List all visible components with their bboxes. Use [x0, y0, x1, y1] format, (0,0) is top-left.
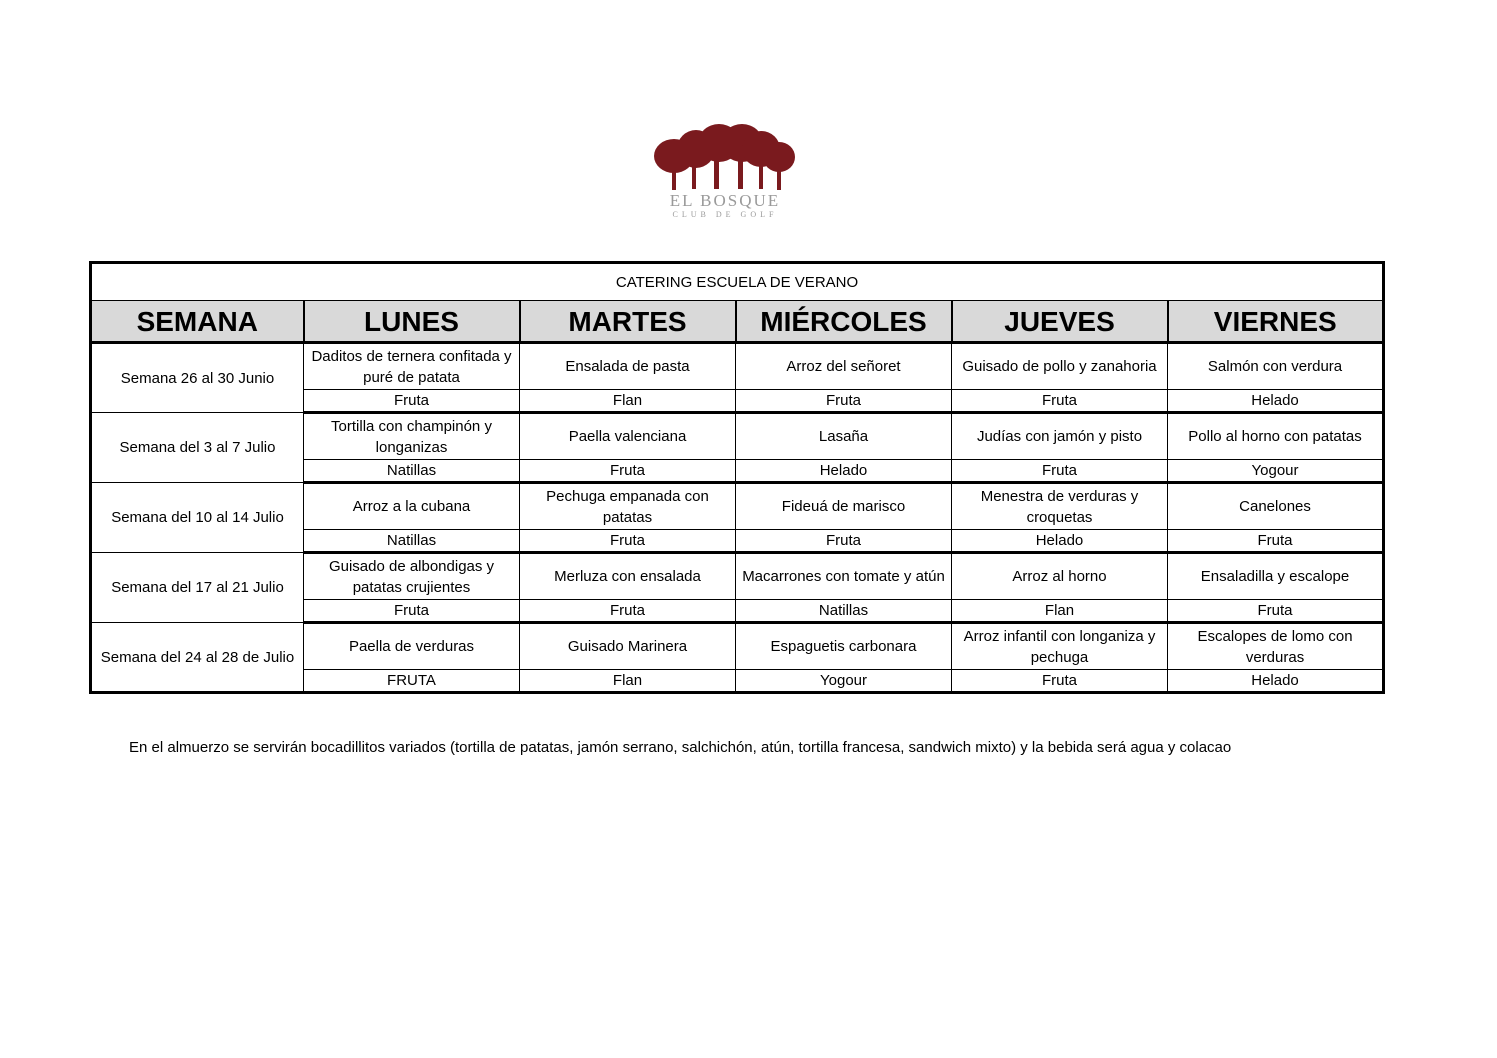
main-dish: Guisado de albondigas y patatas crujientes	[304, 553, 520, 600]
main-dish: Guisado de pollo y zanahoria	[952, 343, 1168, 390]
week-label: Semana del 10 al 14 Julio	[91, 483, 304, 553]
dessert: Natillas	[304, 460, 520, 483]
main-dish: Arroz a la cubana	[304, 483, 520, 530]
column-header-viernes: VIERNES	[1168, 301, 1384, 343]
column-header-row	[91, 301, 1384, 343]
dessert: Helado	[736, 460, 952, 483]
dessert: Natillas	[304, 530, 520, 553]
week-label: Semana del 3 al 7 Julio	[91, 413, 304, 483]
dessert: FRUTA	[304, 670, 520, 693]
dessert: Fruta	[952, 390, 1168, 413]
main-dish: Arroz al horno	[952, 553, 1168, 600]
club-logo	[652, 122, 798, 224]
dessert: Flan	[520, 390, 736, 413]
catering-menu-table	[89, 261, 1385, 694]
dessert: Fruta	[520, 460, 736, 483]
column-header-semana: SEMANA	[91, 301, 304, 343]
trees-logo-icon	[652, 122, 798, 192]
column-header-lunes: LUNES	[304, 301, 520, 343]
dessert: Fruta	[304, 390, 520, 413]
dessert: Flan	[520, 670, 736, 693]
main-dish: Pechuga empanada con patatas	[520, 483, 736, 530]
dessert: Yogour	[1168, 460, 1384, 483]
main-dish: Fideuá de marisco	[736, 483, 952, 530]
logo-subtitle: CLUB DE GOLF	[672, 210, 778, 219]
main-dish: Salmón con verdura	[1168, 343, 1384, 390]
main-dish: Paella valenciana	[520, 413, 736, 460]
table-row	[91, 413, 1384, 460]
main-dish: Arroz del señoret	[736, 343, 952, 390]
main-dish: Tortilla con champinón y longanizas	[304, 413, 520, 460]
main-dish: Menestra de verduras y croquetas	[952, 483, 1168, 530]
column-header-martes: MARTES	[520, 301, 736, 343]
main-dish: Espaguetis carbonara	[736, 623, 952, 670]
dessert: Helado	[1168, 390, 1384, 413]
main-dish: Escalopes de lomo con verduras	[1168, 623, 1384, 670]
week-label: Semana del 24 al 28 de Julio	[91, 623, 304, 693]
column-header-miercoles: MIÉRCOLES	[736, 301, 952, 343]
column-header-jueves: JUEVES	[952, 301, 1168, 343]
main-dish: Lasaña	[736, 413, 952, 460]
table-row	[91, 343, 1384, 390]
dessert: Flan	[952, 600, 1168, 623]
dessert: Fruta	[520, 530, 736, 553]
dessert: Yogour	[736, 670, 952, 693]
dessert: Fruta	[952, 670, 1168, 693]
dessert: Helado	[952, 530, 1168, 553]
main-dish: Ensaladilla y escalope	[1168, 553, 1384, 600]
main-dish: Canelones	[1168, 483, 1384, 530]
dessert: Natillas	[736, 600, 952, 623]
main-dish: Arroz infantil con longaniza y pechuga	[952, 623, 1168, 670]
dessert: Fruta	[952, 460, 1168, 483]
table-title: CATERING ESCUELA DE VERANO	[91, 263, 1384, 301]
main-dish: Daditos de ternera confitada y puré de patata	[304, 343, 520, 390]
main-dish: Paella de verduras	[304, 623, 520, 670]
week-label: Semana del 17 al 21 Julio	[91, 553, 304, 623]
dessert: Fruta	[520, 600, 736, 623]
dessert: Fruta	[736, 390, 952, 413]
logo-title: EL BOSQUE	[669, 191, 781, 210]
dessert: Helado	[1168, 670, 1384, 693]
table-row	[91, 623, 1384, 670]
main-dish: Pollo al horno con patatas	[1168, 413, 1384, 460]
dessert: Fruta	[1168, 600, 1384, 623]
main-dish: Macarrones con tomate y atún	[736, 553, 952, 600]
table-row	[91, 553, 1384, 600]
dessert: Fruta	[304, 600, 520, 623]
week-label: Semana 26 al 30 Junio	[91, 343, 304, 413]
main-dish: Guisado Marinera	[520, 623, 736, 670]
table-row	[91, 483, 1384, 530]
main-dish: Ensalada de pasta	[520, 343, 736, 390]
main-dish: Judías con jamón y pisto	[952, 413, 1168, 460]
dessert: Fruta	[1168, 530, 1384, 553]
dessert: Fruta	[736, 530, 952, 553]
footer-note: En el almuerzo se servirán bocadillitos variados (tortilla de patatas, jamón serrano, salchichón, atún, tortilla francesa, sandwich mixto) y la bebida será agua y colacao	[129, 739, 1232, 756]
main-dish: Merluza con ensalada	[520, 553, 736, 600]
